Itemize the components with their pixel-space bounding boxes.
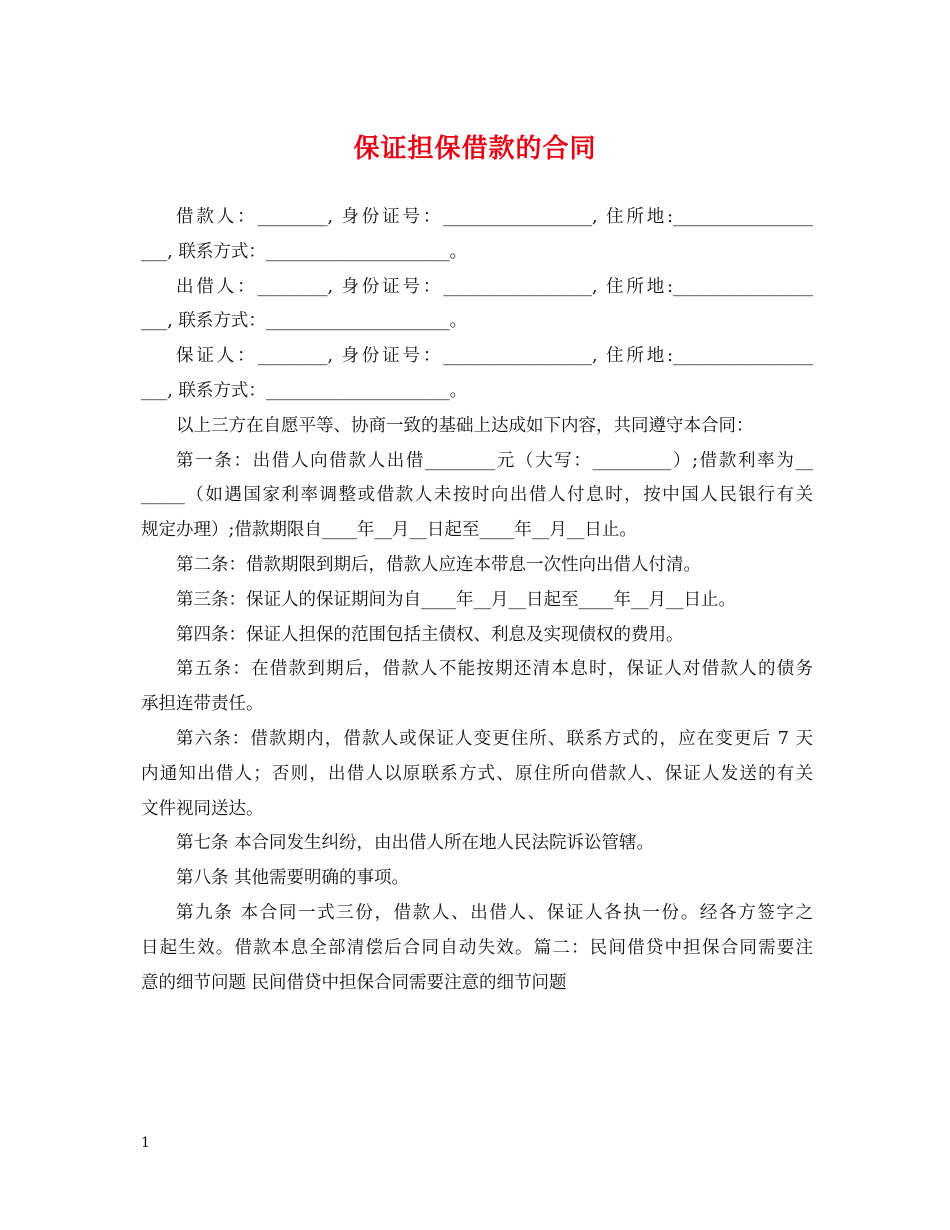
article-9-line-1: 第九条 本合同一式三份，借款人、出借人、保证人各执一份。经各方签字之 <box>176 902 813 923</box>
article-1-line-3: 规定办理）;借款期限自____年__月__日起至____年__月__日止。 <box>141 520 637 541</box>
article-3-line: 第三条：保证人的保证期间为自____年__月__日起至____年__月__日止。 <box>176 589 736 610</box>
lender-line: 出借人：________, 身份证号：_________________, 住所地:________________ <box>176 276 813 297</box>
article-6-line-2: 内通知出借人；否则，出借人以原联系方式、原住所向借款人、保证人发送的有关 <box>141 763 813 784</box>
borrower-contact-line: ___, 联系方式：_____________________。 <box>141 241 468 262</box>
guarantor-contact-line: ___, 联系方式：_____________________。 <box>141 380 468 401</box>
article-1-line-1: 第一条：出借人向借款人出借________元（大写：_________）;借款利率为__ <box>176 450 813 471</box>
borrower-line: 借款人：________, 身份证号：_________________, 住所地:________________ <box>176 207 813 227</box>
lender-contact-line: ___, 联系方式：_____________________。 <box>141 311 468 332</box>
document-body <box>141 200 813 1000</box>
article-8-line: 第八条 其他需要明确的事项。 <box>176 868 410 889</box>
article-9-line-2: 日起生效。借款本息全部清偿后合同自动失效。篇二：民间借贷中担保合同需要注 <box>141 937 813 958</box>
article-7-line: 第七条 本合同发生纠纷，由出借人所在地人民法院诉讼管辖。 <box>176 833 655 854</box>
document-title: 保证担保借款的合同 <box>353 134 597 164</box>
article-4-line: 第四条：保证人担保的范围包括主债权、利息及实现债权的费用。 <box>176 624 684 645</box>
article-6-line-1: 第六条：借款期内，借款人或保证人变更住所、联系方式的，应在变更后 7 天 <box>176 728 813 749</box>
guarantor-line: 保证人：________, 身份证号：_________________, 住所地:________________ <box>176 346 813 367</box>
article-1-line-2: _____（如遇国家利率调整或借款人未按时向出借人付息时，按中国人民银行有关 <box>141 485 813 506</box>
article-2-line: 第二条：借款期限到期后，借款人应连本带息一次性向出借人付清。 <box>176 554 701 575</box>
page-number: 1 <box>141 1135 150 1151</box>
article-9-line-3: 意的细节问题 民间借贷中担保合同需要注意的细节问题 <box>141 972 567 993</box>
preamble-line: 以上三方在自愿平等、协商一致的基础上达成如下内容，共同遵守本合同： <box>176 415 754 436</box>
article-5-line-1: 第五条：在借款到期后，借款人不能按期还清本息时，保证人对借款人的债务 <box>176 659 813 680</box>
article-6-line-3: 文件视同送达。 <box>141 798 264 819</box>
article-5-line-2: 承担连带责任。 <box>141 694 264 715</box>
